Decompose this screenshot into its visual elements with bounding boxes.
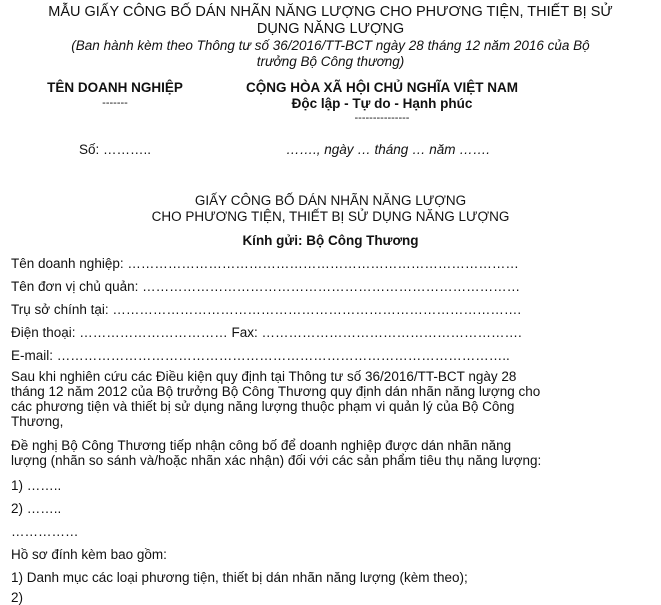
template-subtitle bbox=[0, 38, 661, 70]
template-subtitle-line-1: (Ban hành kèm theo Thông tư số 36/2016/TT-BCT ngày 28 tháng 12 năm 2016 của Bộ bbox=[71, 38, 590, 53]
field-head-office: Trụ sở chính tại: ………………………………………………………………………………. bbox=[11, 302, 522, 317]
field-phone-fax: Điện thoại: …………………………… Fax: …………………………………………………. bbox=[11, 325, 522, 340]
attachment-item-2: 2) bbox=[11, 590, 24, 605]
country-name: CỘNG HÒA XÃ HỘI CHỦ NGHĨA VIỆT NAM bbox=[245, 80, 518, 95]
paragraph-intro-line: Sau khi nghiên cứu các Điều kiện quy định tại Thông tư số 36/2016/TT-BCT ngày 28 bbox=[11, 369, 517, 384]
paragraph-request bbox=[11, 438, 646, 468]
paragraph-intro-line: các phương tiện và thiết bị sử dụng năng lượng thuộc phạm vi quản lý của Bộ Công bbox=[11, 399, 515, 414]
date-line: ……., ngày … tháng … năm ……. bbox=[285, 142, 491, 157]
list-item-more: …………… bbox=[11, 524, 79, 539]
attachments-heading: Hồ sơ đính kèm bao gồm: bbox=[11, 547, 167, 562]
paragraph-intro bbox=[11, 369, 646, 429]
motto-separator: --------------- bbox=[354, 112, 410, 124]
document-title-line-1: GIẤY CÔNG BỐ DÁN NHÃN NĂNG LƯỢNG bbox=[194, 193, 467, 208]
field-email: E-mail: ……………………………………………………………………………………….. bbox=[11, 348, 510, 363]
paragraph-intro-line: tháng 12 năm 2012 của Bộ trưởng Bộ Công Thương quy định dán nhãn năng lượng cho bbox=[11, 384, 541, 399]
field-owner-unit: Tên đơn vị chủ quản: ………………………………………………………………………… bbox=[11, 279, 521, 294]
template-subtitle-line-2: trưởng Bộ Công thương) bbox=[256, 54, 405, 69]
company-separator: ------- bbox=[102, 97, 128, 109]
paragraph-intro-line: Thương, bbox=[11, 414, 64, 429]
document-number: Số: ……….. bbox=[78, 142, 151, 157]
recipient-line: Kính gửi: Bộ Công Thương bbox=[242, 233, 419, 248]
document-title-line-2: CHO PHƯƠNG TIỆN, THIẾT BỊ SỬ DỤNG NĂNG LƯỢNG bbox=[151, 209, 510, 224]
list-item-1: 1) …….. bbox=[11, 478, 62, 493]
attachment-item-1: 1) Danh mục các loại phương tiện, thiết bị dán nhãn năng lượng (kèm theo); bbox=[11, 570, 468, 585]
field-company-name: Tên doanh nghiệp: …………………………………………………………………………… bbox=[11, 256, 519, 271]
list-item-2: 2) …….. bbox=[11, 501, 62, 516]
paragraph-request-line: lượng (nhãn so sánh và/hoặc nhãn xác nhận) đối với các sản phẩm tiêu thụ năng lượng: bbox=[11, 453, 542, 468]
company-heading: TÊN DOANH NGHIỆP bbox=[47, 80, 183, 95]
paragraph-request-line: Đề nghị Bộ Công Thương tiếp nhận công bố để doanh nghiệp được dán nhãn năng bbox=[11, 438, 512, 453]
template-title-line-2: DỤNG NĂNG LƯỢNG bbox=[256, 21, 405, 37]
template-title-line-1: MẪU GIẤY CÔNG BỐ DÁN NHÃN NĂNG LƯỢNG CHO PHƯƠNG TIỆN, THIẾT BỊ SỬ bbox=[48, 4, 613, 20]
national-motto: Độc lập - Tự do - Hạnh phúc bbox=[291, 96, 473, 111]
template-title bbox=[0, 4, 661, 38]
